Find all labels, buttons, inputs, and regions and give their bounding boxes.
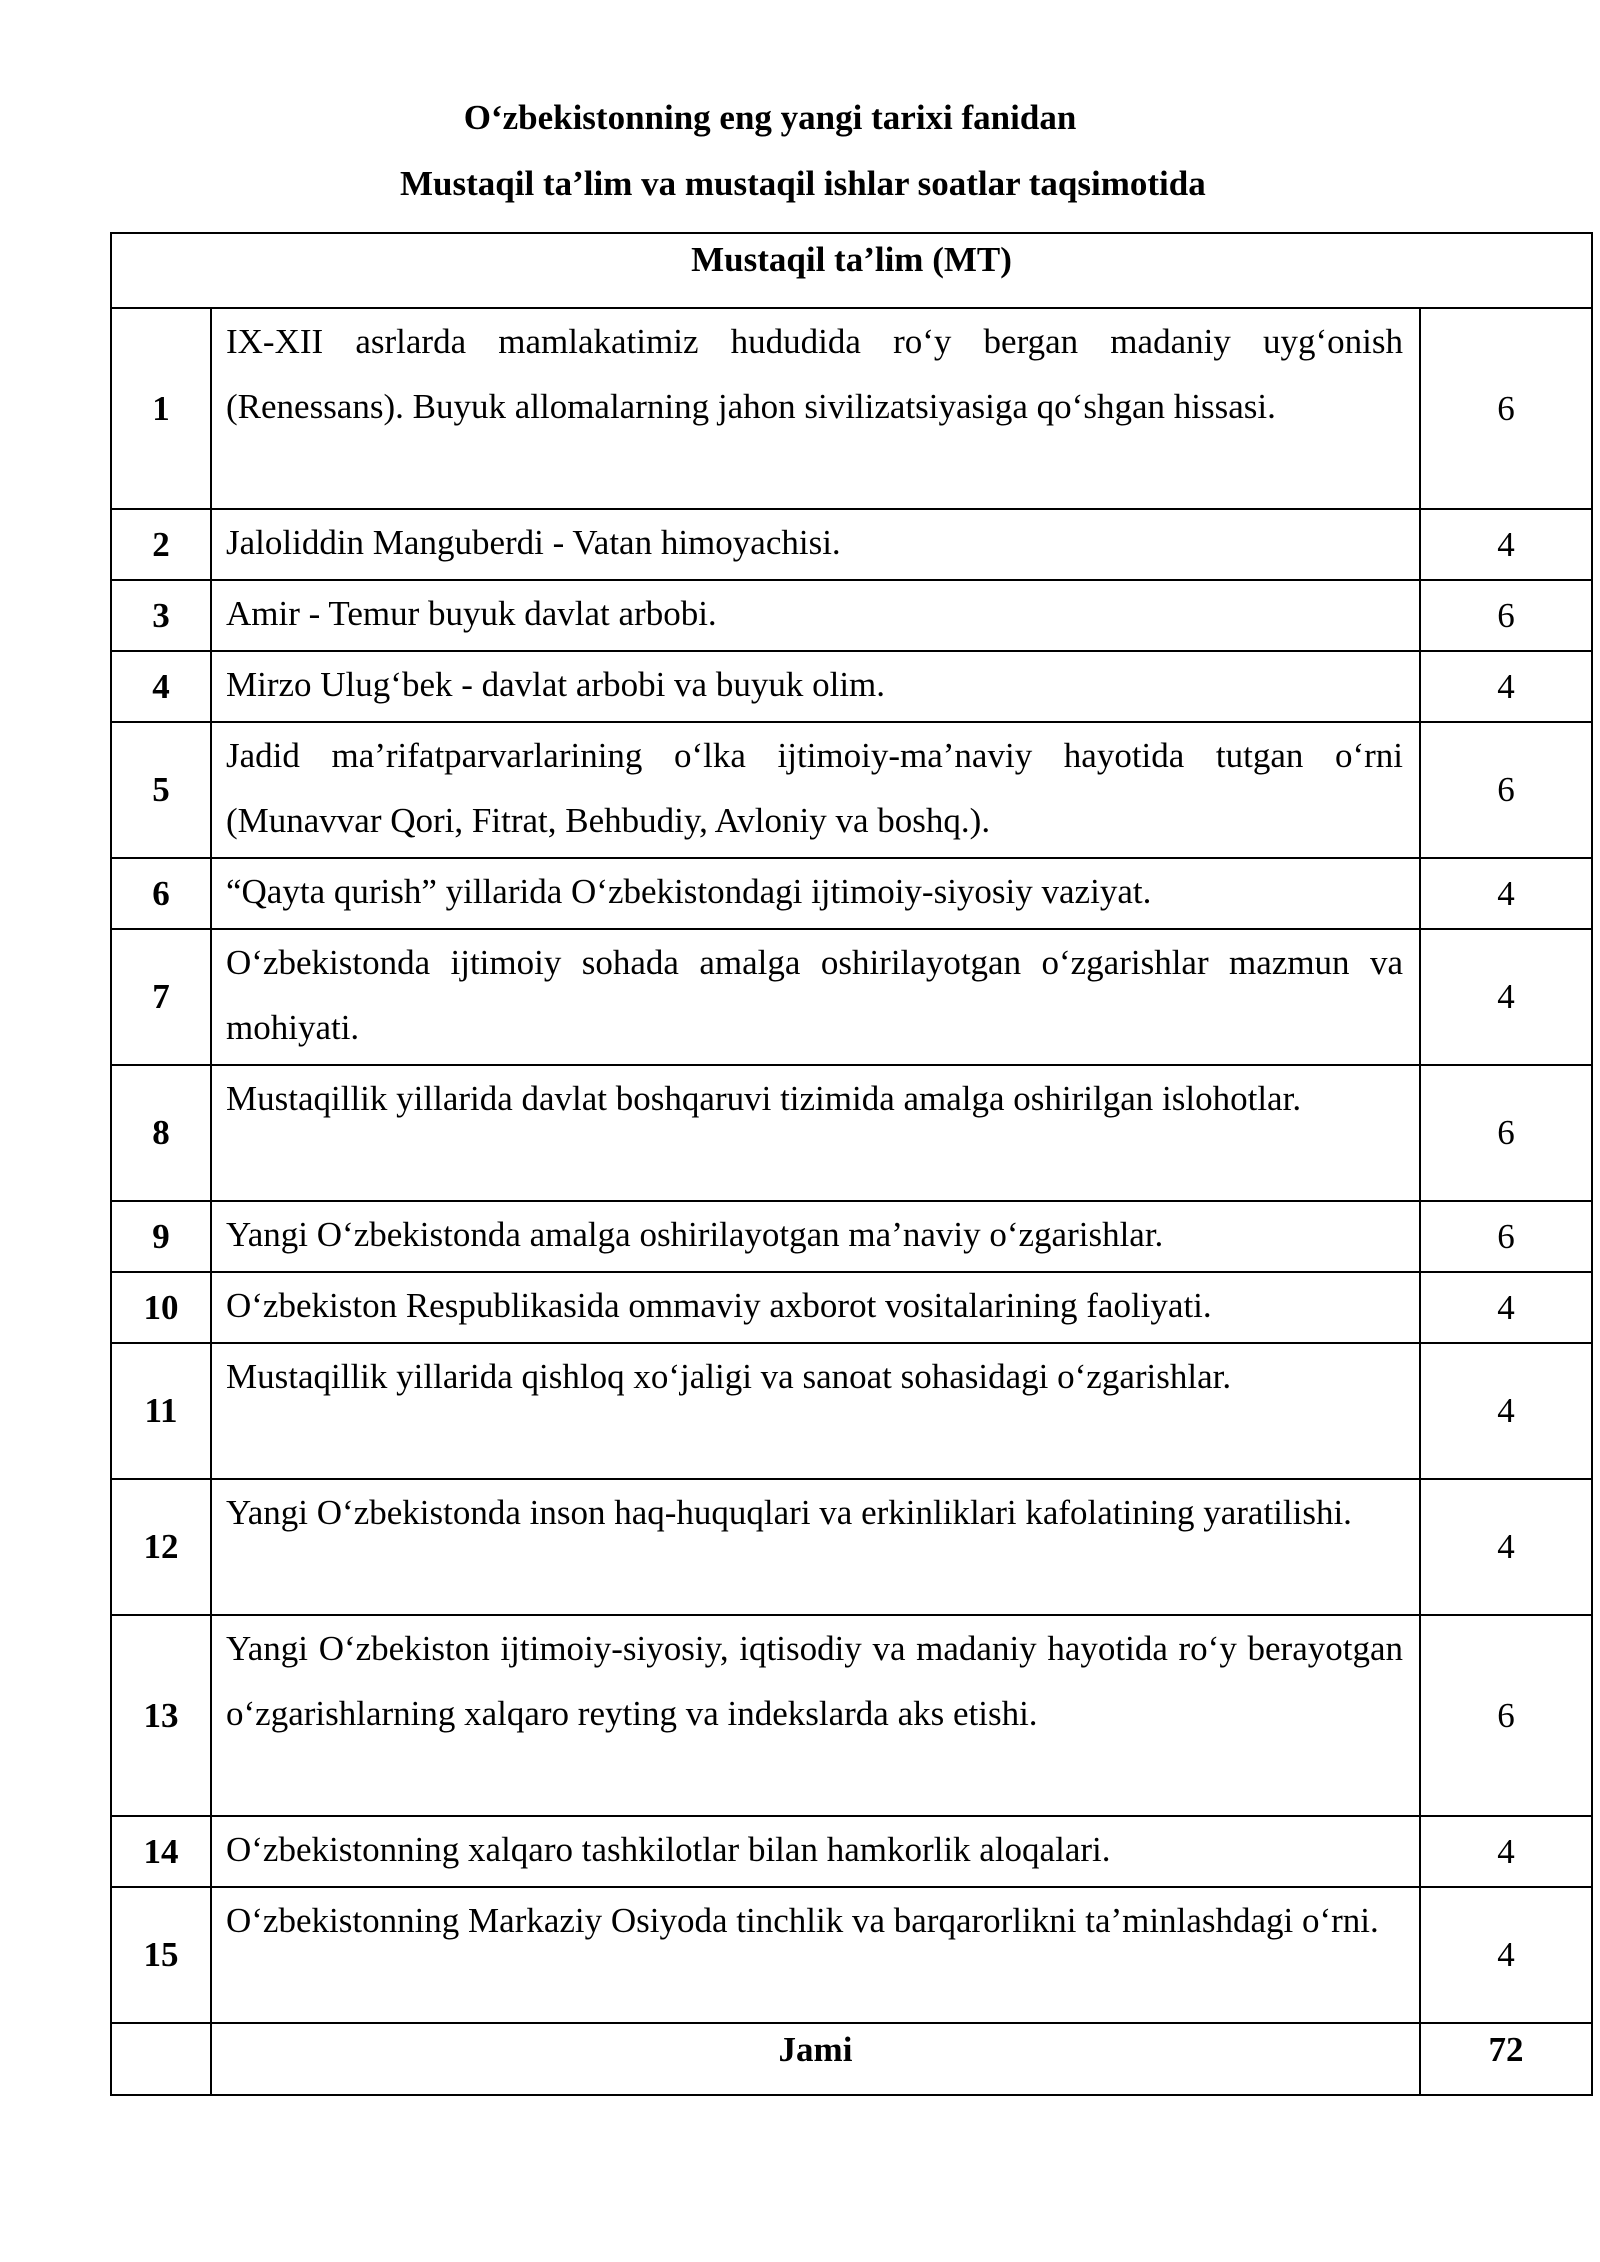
row-hours: 4 (1420, 929, 1592, 1065)
row-topic: O‘zbekistonning Markaziy Osiyoda tinchlik va barqarorlikni ta’minlashdagi o‘rni. (211, 1887, 1420, 2023)
row-topic: Yangi O‘zbekistonda inson haq-huquqlari va erkinliklari kafolatining yaratilishi. (211, 1479, 1420, 1615)
row-hours: 6 (1420, 1201, 1592, 1272)
table-row (111, 509, 1592, 580)
row-topic: Mustaqillik yillarida davlat boshqaruvi tizimida amalga oshirilgan islohotlar. (211, 1065, 1420, 1201)
row-hours: 4 (1420, 1479, 1592, 1615)
row-number: 8 (111, 1065, 211, 1201)
row-topic: “Qayta qurish” yillarida O‘zbekistondagi ijtimoiy-siyosiy vaziyat. (211, 858, 1420, 929)
row-hours: 4 (1420, 1816, 1592, 1887)
row-hours: 4 (1420, 858, 1592, 929)
row-topic: Amir - Temur buyuk davlat arbobi. (211, 580, 1420, 651)
table-row (111, 308, 1592, 509)
row-hours: 6 (1420, 1065, 1592, 1201)
row-number: 9 (111, 1201, 211, 1272)
row-topic: Yangi O‘zbekistonda amalga oshirilayotgan ma’naviy o‘zgarishlar. (211, 1201, 1420, 1272)
table-row (111, 722, 1592, 858)
table-row (111, 929, 1592, 1065)
row-number: 7 (111, 929, 211, 1065)
table-row (111, 1479, 1592, 1615)
table-header-row (111, 233, 1592, 308)
row-hours: 4 (1420, 651, 1592, 722)
row-number: 6 (111, 858, 211, 929)
row-hours: 6 (1420, 308, 1592, 509)
row-number: 10 (111, 1272, 211, 1343)
independent-study-table (110, 232, 1593, 2096)
row-number: 1 (111, 308, 211, 509)
row-topic: Jaloliddin Manguberdi - Vatan himoyachisi. (211, 509, 1420, 580)
row-topic: Yangi O‘zbekiston ijtimoiy-siyosiy, iqtisodiy va madaniy hayotida ro‘y berayotgan o‘zgarishlarning xalqaro reyting va indekslarda aks etishi. (211, 1615, 1420, 1816)
table-row (111, 1887, 1592, 2023)
row-hours: 6 (1420, 722, 1592, 858)
row-number: 15 (111, 1887, 211, 2023)
table-row (111, 1615, 1592, 1816)
row-topic: Mustaqillik yillarida qishloq xo‘jaligi va sanoat sohasidagi o‘zgarishlar. (211, 1343, 1420, 1479)
total-value: 72 (1420, 2023, 1592, 2095)
row-number: 14 (111, 1816, 211, 1887)
table-row (111, 858, 1592, 929)
total-label: Jami (211, 2023, 1420, 2095)
row-hours: 4 (1420, 1272, 1592, 1343)
row-topic: Mirzo Ulug‘bek - davlat arbobi va buyuk olim. (211, 651, 1420, 722)
row-hours: 4 (1420, 509, 1592, 580)
row-number: 13 (111, 1615, 211, 1816)
table-row (111, 580, 1592, 651)
row-topic: O‘zbekistonda ijtimoiy sohada amalga oshirilayotgan o‘zgarishlar mazmun va mohiyati. (211, 929, 1420, 1065)
row-number: 12 (111, 1479, 211, 1615)
row-topic: Jadid ma’rifatparvarlarining o‘lka ijtimoiy-ma’naviy hayotida tutgan o‘rni (Munavvar Qori, Fitrat, Behbudiy, Avloniy va boshq.). (211, 722, 1420, 858)
row-hours: 6 (1420, 1615, 1592, 1816)
table-row (111, 651, 1592, 722)
row-hours: 4 (1420, 1887, 1592, 2023)
table-row (111, 1065, 1592, 1201)
row-hours: 4 (1420, 1343, 1592, 1479)
table-row (111, 1272, 1592, 1343)
row-hours: 6 (1420, 580, 1592, 651)
row-topic: O‘zbekistonning xalqaro tashkilotlar bilan hamkorlik aloqalari. (211, 1816, 1420, 1887)
row-number: 3 (111, 580, 211, 651)
table-header: Mustaqil ta’lim (MT) (111, 233, 1592, 308)
table-row (111, 1816, 1592, 1887)
total-empty-cell (111, 2023, 211, 2095)
row-number: 11 (111, 1343, 211, 1479)
document-title: O‘zbekistonning eng yangi tarixi fanidan (463, 98, 1077, 137)
table-body (111, 233, 1592, 2095)
row-topic: IX-XII asrlarda mamlakatimiz hududida ro‘y bergan madaniy uyg‘onish (Renessans). Buyuk allomalarning jahon sivilizatsiyasiga qo‘shgan hissasi. (211, 308, 1420, 509)
row-topic: O‘zbekiston Respublikasida ommaviy axborot vositalarining faoliyati. (211, 1272, 1420, 1343)
document-subtitle: Mustaqil ta’lim va mustaqil ishlar soatlar taqsimotida (400, 164, 1206, 203)
row-number: 2 (111, 509, 211, 580)
table-total-row (111, 2023, 1592, 2095)
table-row (111, 1343, 1592, 1479)
table-row (111, 1201, 1592, 1272)
row-number: 5 (111, 722, 211, 858)
row-number: 4 (111, 651, 211, 722)
